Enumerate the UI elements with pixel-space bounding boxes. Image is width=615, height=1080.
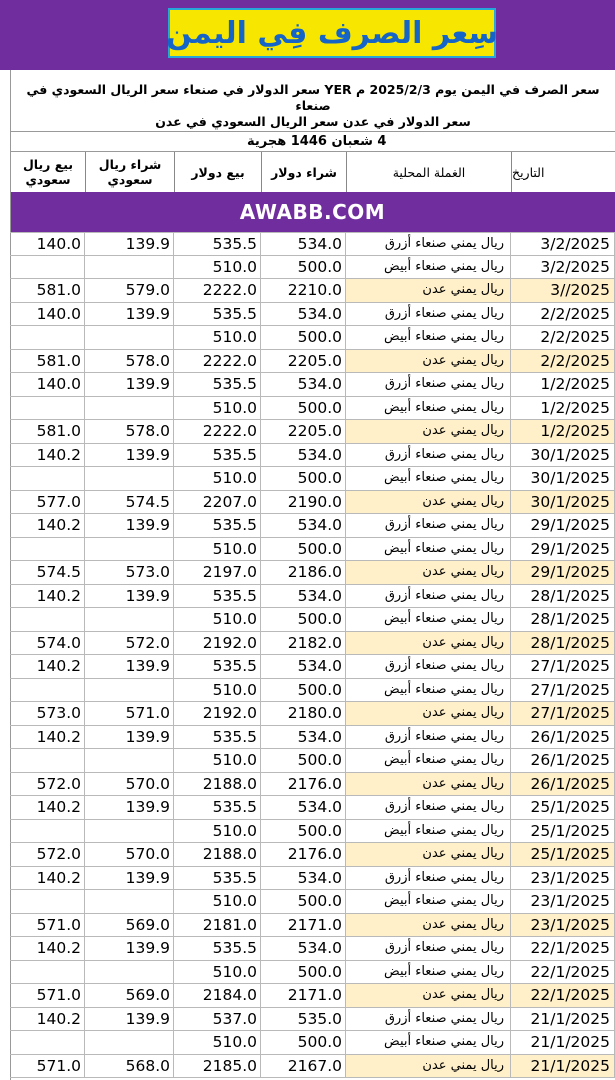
cell-sell-sar	[10, 1031, 85, 1054]
header-sell-sar: بيع ريال سعودي	[11, 152, 86, 192]
page-title: سِعر الصرف فِي اليمن	[166, 15, 498, 51]
cell-sell-usd: 2222.0	[174, 350, 261, 373]
cell-currency: ريال يمني صنعاء أزرق	[346, 726, 511, 749]
table-row	[10, 820, 615, 844]
cell-currency: ريال يمني صنعاء أزرق	[346, 585, 511, 608]
cell-sell-sar: 140.2	[10, 796, 85, 819]
description-line-1: سعر الصرف في اليمن يوم 2025/2/3 م YER سعر الدولار في صنعاء سعر الريال السعودي في صنعاء	[26, 82, 600, 113]
cell-date: 28/1/2025	[511, 608, 615, 631]
cell-buy-usd: 534.0	[261, 514, 346, 537]
cell-currency: ريال يمني عدن	[346, 984, 511, 1007]
header-buy-sar: شراء ريال سعودي	[86, 152, 175, 192]
cell-currency: ريال يمني صنعاء أبيض	[346, 538, 511, 561]
cell-date: 2/2/2025	[511, 303, 615, 326]
cell-buy-sar: 569.0	[85, 914, 174, 937]
cell-sell-sar: 140.2	[10, 585, 85, 608]
cell-currency: ريال يمني عدن	[346, 491, 511, 514]
cell-currency: ريال يمني صنعاء أبيض	[346, 961, 511, 984]
cell-sell-usd: 2184.0	[174, 984, 261, 1007]
table-row	[10, 914, 615, 938]
cell-buy-usd: 534.0	[261, 303, 346, 326]
cell-buy-sar: 139.9	[85, 233, 174, 256]
table-row	[10, 937, 615, 961]
cell-date: 22/1/2025	[511, 937, 615, 960]
cell-date: 2/2/2025	[511, 326, 615, 349]
cell-buy-sar: 139.9	[85, 514, 174, 537]
cell-currency: ريال يمني عدن	[346, 632, 511, 655]
cell-buy-sar	[85, 1031, 174, 1054]
cell-currency: ريال يمني صنعاء أبيض	[346, 467, 511, 490]
cell-currency: ريال يمني صنعاء أزرق	[346, 1008, 511, 1031]
table-row	[10, 655, 615, 679]
cell-sell-usd: 510.0	[174, 397, 261, 420]
cell-sell-usd: 510.0	[174, 820, 261, 843]
cell-sell-sar: 572.0	[10, 773, 85, 796]
cell-buy-sar	[85, 749, 174, 772]
cell-sell-sar: 140.2	[10, 514, 85, 537]
cell-date: 26/1/2025	[511, 749, 615, 772]
cell-currency: ريال يمني عدن	[346, 702, 511, 725]
description	[10, 70, 615, 132]
table-row	[10, 326, 615, 350]
cell-buy-usd: 500.0	[261, 397, 346, 420]
cell-buy-usd: 534.0	[261, 444, 346, 467]
cell-sell-sar	[10, 397, 85, 420]
table-row	[10, 561, 615, 585]
cell-date: 25/1/2025	[511, 796, 615, 819]
cell-buy-sar: 139.9	[85, 867, 174, 890]
cell-buy-sar: 139.9	[85, 796, 174, 819]
cell-buy-usd: 534.0	[261, 233, 346, 256]
table-row	[10, 890, 615, 914]
cell-buy-usd: 500.0	[261, 256, 346, 279]
cell-sell-sar	[10, 961, 85, 984]
cell-buy-sar: 572.0	[85, 632, 174, 655]
cell-buy-sar: 571.0	[85, 702, 174, 725]
table-row	[10, 420, 615, 444]
cell-buy-usd: 2182.0	[261, 632, 346, 655]
cell-sell-sar	[10, 256, 85, 279]
cell-date: 28/1/2025	[511, 632, 615, 655]
cell-buy-sar: 568.0	[85, 1055, 174, 1078]
cell-sell-sar	[10, 679, 85, 702]
header-date: التاريخ	[512, 152, 615, 192]
cell-date: 3/2/2025	[511, 256, 615, 279]
table-row	[10, 467, 615, 491]
cell-buy-usd: 500.0	[261, 538, 346, 561]
cell-date: 22/1/2025	[511, 961, 615, 984]
cell-sell-sar: 140.0	[10, 233, 85, 256]
cell-date: 1/2/2025	[511, 373, 615, 396]
cell-sell-sar: 140.0	[10, 373, 85, 396]
cell-buy-sar: 578.0	[85, 420, 174, 443]
cell-buy-sar	[85, 326, 174, 349]
cell-date: 22/1/2025	[511, 984, 615, 1007]
cell-currency: ريال يمني صنعاء أبيض	[346, 608, 511, 631]
hijri-date: 4 شعبان 1446 هجرية	[247, 134, 387, 149]
rates-table-body	[10, 232, 615, 1078]
cell-sell-usd: 535.5	[174, 726, 261, 749]
cell-buy-sar: 574.5	[85, 491, 174, 514]
table-row	[10, 702, 615, 726]
cell-date: 30/1/2025	[511, 444, 615, 467]
cell-sell-usd: 535.5	[174, 937, 261, 960]
table-row	[10, 444, 615, 468]
cell-date: 29/1/2025	[511, 561, 615, 584]
cell-currency: ريال يمني صنعاء أبيض	[346, 326, 511, 349]
cell-date: 21/1/2025	[511, 1008, 615, 1031]
cell-date: 29/1/2025	[511, 538, 615, 561]
cell-sell-sar: 140.0	[10, 303, 85, 326]
table-row	[10, 867, 615, 891]
cell-buy-usd: 2171.0	[261, 914, 346, 937]
cell-sell-sar: 571.0	[10, 984, 85, 1007]
cell-sell-sar	[10, 890, 85, 913]
cell-sell-usd: 510.0	[174, 890, 261, 913]
cell-sell-usd: 535.5	[174, 514, 261, 537]
cell-buy-usd: 500.0	[261, 608, 346, 631]
cell-sell-sar: 574.0	[10, 632, 85, 655]
cell-sell-usd: 535.5	[174, 303, 261, 326]
cell-buy-sar: 139.9	[85, 373, 174, 396]
header-currency: الغملة المحلية	[347, 152, 512, 192]
cell-buy-usd: 500.0	[261, 820, 346, 843]
title-banner	[0, 0, 615, 70]
cell-buy-usd: 534.0	[261, 937, 346, 960]
title-box	[168, 8, 496, 58]
cell-buy-usd: 2205.0	[261, 350, 346, 373]
cell-sell-usd: 510.0	[174, 961, 261, 984]
header-sell-usd: بيع دولار	[175, 152, 262, 192]
cell-buy-sar: 139.9	[85, 444, 174, 467]
cell-buy-sar: 578.0	[85, 350, 174, 373]
table-row	[10, 538, 615, 562]
cell-sell-usd: 2222.0	[174, 279, 261, 302]
cell-buy-usd: 2210.0	[261, 279, 346, 302]
cell-sell-usd: 2197.0	[174, 561, 261, 584]
cell-buy-sar	[85, 820, 174, 843]
cell-sell-usd: 2207.0	[174, 491, 261, 514]
cell-currency: ريال يمني صنعاء أزرق	[346, 233, 511, 256]
cell-date: 30/1/2025	[511, 467, 615, 490]
cell-sell-sar	[10, 538, 85, 561]
cell-buy-usd: 534.0	[261, 796, 346, 819]
cell-currency: ريال يمني عدن	[346, 773, 511, 796]
cell-currency: ريال يمني صنعاء أبيض	[346, 679, 511, 702]
cell-sell-usd: 535.5	[174, 373, 261, 396]
cell-buy-usd: 500.0	[261, 749, 346, 772]
cell-date: 27/1/2025	[511, 702, 615, 725]
cell-date: 28/1/2025	[511, 585, 615, 608]
cell-currency: ريال يمني عدن	[346, 279, 511, 302]
cell-date: 21/1/2025	[511, 1055, 615, 1078]
cell-sell-sar: 577.0	[10, 491, 85, 514]
cell-sell-usd: 535.5	[174, 444, 261, 467]
cell-date: 27/1/2025	[511, 655, 615, 678]
cell-date: 23/1/2025	[511, 867, 615, 890]
cell-sell-usd: 535.5	[174, 796, 261, 819]
cell-sell-sar: 574.5	[10, 561, 85, 584]
cell-date: 27/1/2025	[511, 679, 615, 702]
cell-buy-usd: 534.0	[261, 373, 346, 396]
cell-buy-sar: 570.0	[85, 843, 174, 866]
cell-date: 3/2/2025	[511, 233, 615, 256]
table-row	[10, 773, 615, 797]
cell-buy-usd: 2176.0	[261, 773, 346, 796]
hijri-date-row	[10, 132, 615, 152]
cell-currency: ريال يمني صنعاء أزرق	[346, 514, 511, 537]
table-row	[10, 749, 615, 773]
site-banner: AWABB.COM	[10, 192, 615, 232]
cell-currency: ريال يمني صنعاء أزرق	[346, 444, 511, 467]
cell-sell-usd: 2192.0	[174, 702, 261, 725]
cell-date: 29/1/2025	[511, 514, 615, 537]
table-row	[10, 1008, 615, 1032]
cell-currency: ريال يمني عدن	[346, 914, 511, 937]
table-row	[10, 961, 615, 985]
cell-currency: ريال يمني صنعاء أزرق	[346, 655, 511, 678]
header-buy-usd: شراء دولار	[262, 152, 347, 192]
cell-buy-sar: 579.0	[85, 279, 174, 302]
cell-sell-usd: 535.5	[174, 655, 261, 678]
cell-currency: ريال يمني صنعاء أزرق	[346, 373, 511, 396]
cell-sell-sar: 581.0	[10, 279, 85, 302]
table-row	[10, 843, 615, 867]
cell-sell-sar: 140.2	[10, 1008, 85, 1031]
cell-buy-sar: 573.0	[85, 561, 174, 584]
cell-sell-usd: 537.0	[174, 1008, 261, 1031]
cell-buy-usd: 2176.0	[261, 843, 346, 866]
cell-currency: ريال يمني صنعاء أبيض	[346, 820, 511, 843]
table-row	[10, 1031, 615, 1055]
cell-currency: ريال يمني صنعاء أزرق	[346, 796, 511, 819]
cell-date: 25/1/2025	[511, 843, 615, 866]
cell-buy-usd: 534.0	[261, 655, 346, 678]
cell-date: 23/1/2025	[511, 914, 615, 937]
cell-buy-usd: 2171.0	[261, 984, 346, 1007]
cell-buy-sar	[85, 538, 174, 561]
cell-buy-sar: 139.9	[85, 1008, 174, 1031]
cell-sell-usd: 510.0	[174, 679, 261, 702]
cell-buy-sar	[85, 961, 174, 984]
cell-sell-usd: 510.0	[174, 749, 261, 772]
cell-sell-usd: 510.0	[174, 256, 261, 279]
cell-currency: ريال يمني صنعاء أزرق	[346, 937, 511, 960]
cell-sell-sar: 572.0	[10, 843, 85, 866]
cell-sell-sar: 140.2	[10, 937, 85, 960]
table-row	[10, 679, 615, 703]
cell-sell-usd: 2181.0	[174, 914, 261, 937]
cell-buy-sar: 139.9	[85, 303, 174, 326]
cell-sell-usd: 510.0	[174, 1031, 261, 1054]
cell-sell-usd: 510.0	[174, 538, 261, 561]
cell-sell-usd: 535.5	[174, 233, 261, 256]
cell-buy-usd: 535.0	[261, 1008, 346, 1031]
cell-sell-sar: 140.2	[10, 867, 85, 890]
cell-buy-sar	[85, 679, 174, 702]
cell-sell-usd: 2192.0	[174, 632, 261, 655]
cell-buy-usd: 2186.0	[261, 561, 346, 584]
cell-currency: ريال يمني صنعاء أزرق	[346, 867, 511, 890]
cell-currency: ريال يمني عدن	[346, 420, 511, 443]
cell-sell-sar: 571.0	[10, 1055, 85, 1078]
table-row	[10, 1055, 615, 1079]
cell-currency: ريال يمني عدن	[346, 561, 511, 584]
cell-buy-usd: 2180.0	[261, 702, 346, 725]
table-row	[10, 350, 615, 374]
cell-buy-usd: 500.0	[261, 467, 346, 490]
cell-sell-sar: 140.2	[10, 444, 85, 467]
cell-buy-sar: 139.9	[85, 726, 174, 749]
cell-date: 30/1/2025	[511, 491, 615, 514]
table-row	[10, 491, 615, 515]
cell-currency: ريال يمني عدن	[346, 350, 511, 373]
cell-sell-sar	[10, 326, 85, 349]
cell-buy-sar: 139.9	[85, 585, 174, 608]
cell-date: 26/1/2025	[511, 726, 615, 749]
cell-buy-sar: 570.0	[85, 773, 174, 796]
cell-sell-usd: 510.0	[174, 326, 261, 349]
table-row	[10, 303, 615, 327]
cell-date: 1/2/2025	[511, 420, 615, 443]
table-row	[10, 796, 615, 820]
cell-currency: ريال يمني صنعاء أبيض	[346, 256, 511, 279]
cell-sell-usd: 510.0	[174, 467, 261, 490]
cell-buy-usd: 500.0	[261, 890, 346, 913]
table-row	[10, 632, 615, 656]
cell-sell-usd: 535.5	[174, 585, 261, 608]
cell-buy-usd: 534.0	[261, 726, 346, 749]
cell-date: 3//2025	[511, 279, 615, 302]
cell-sell-sar: 140.2	[10, 726, 85, 749]
table-row	[10, 726, 615, 750]
cell-sell-usd: 2188.0	[174, 843, 261, 866]
cell-buy-usd: 534.0	[261, 867, 346, 890]
table-row	[10, 984, 615, 1008]
cell-date: 1/2/2025	[511, 397, 615, 420]
cell-currency: ريال يمني صنعاء أزرق	[346, 303, 511, 326]
cell-buy-usd: 2190.0	[261, 491, 346, 514]
cell-currency: ريال يمني صنعاء أبيض	[346, 397, 511, 420]
cell-sell-usd: 2222.0	[174, 420, 261, 443]
cell-currency: ريال يمني صنعاء أبيض	[346, 890, 511, 913]
table-row	[10, 585, 615, 609]
table-row	[10, 232, 615, 256]
cell-sell-sar	[10, 608, 85, 631]
cell-buy-usd: 500.0	[261, 961, 346, 984]
cell-buy-usd: 2205.0	[261, 420, 346, 443]
description-line-2: سعر الدولار في عدن سعر الريال السعودي في عدن	[155, 114, 471, 129]
cell-date: 26/1/2025	[511, 773, 615, 796]
cell-sell-usd: 535.5	[174, 867, 261, 890]
cell-sell-sar: 581.0	[10, 350, 85, 373]
cell-buy-usd: 534.0	[261, 585, 346, 608]
cell-currency: ريال يمني صنعاء أبيض	[346, 1031, 511, 1054]
cell-buy-sar	[85, 890, 174, 913]
cell-buy-usd: 500.0	[261, 1031, 346, 1054]
cell-date: 23/1/2025	[511, 890, 615, 913]
cell-date: 2/2/2025	[511, 350, 615, 373]
cell-buy-sar	[85, 256, 174, 279]
cell-sell-sar	[10, 820, 85, 843]
cell-sell-sar: 581.0	[10, 420, 85, 443]
cell-currency: ريال يمني عدن	[346, 843, 511, 866]
cell-sell-usd: 510.0	[174, 608, 261, 631]
table-header	[10, 152, 615, 192]
cell-sell-sar: 140.2	[10, 655, 85, 678]
cell-currency: ريال يمني عدن	[346, 1055, 511, 1078]
cell-buy-usd: 500.0	[261, 679, 346, 702]
cell-buy-sar: 139.9	[85, 937, 174, 960]
table-row	[10, 373, 615, 397]
cell-buy-sar	[85, 397, 174, 420]
cell-sell-sar	[10, 749, 85, 772]
cell-buy-sar	[85, 467, 174, 490]
cell-date: 21/1/2025	[511, 1031, 615, 1054]
table-row	[10, 279, 615, 303]
cell-sell-usd: 2185.0	[174, 1055, 261, 1078]
table-row	[10, 608, 615, 632]
cell-currency: ريال يمني صنعاء أبيض	[346, 749, 511, 772]
cell-date: 25/1/2025	[511, 820, 615, 843]
cell-buy-usd: 2167.0	[261, 1055, 346, 1078]
table-row	[10, 397, 615, 421]
cell-buy-sar: 569.0	[85, 984, 174, 1007]
cell-buy-sar	[85, 608, 174, 631]
cell-buy-sar: 139.9	[85, 655, 174, 678]
cell-sell-usd: 2188.0	[174, 773, 261, 796]
table-row	[10, 256, 615, 280]
table-row	[10, 514, 615, 538]
cell-sell-sar: 573.0	[10, 702, 85, 725]
cell-buy-usd: 500.0	[261, 326, 346, 349]
cell-sell-sar: 571.0	[10, 914, 85, 937]
cell-sell-sar	[10, 467, 85, 490]
